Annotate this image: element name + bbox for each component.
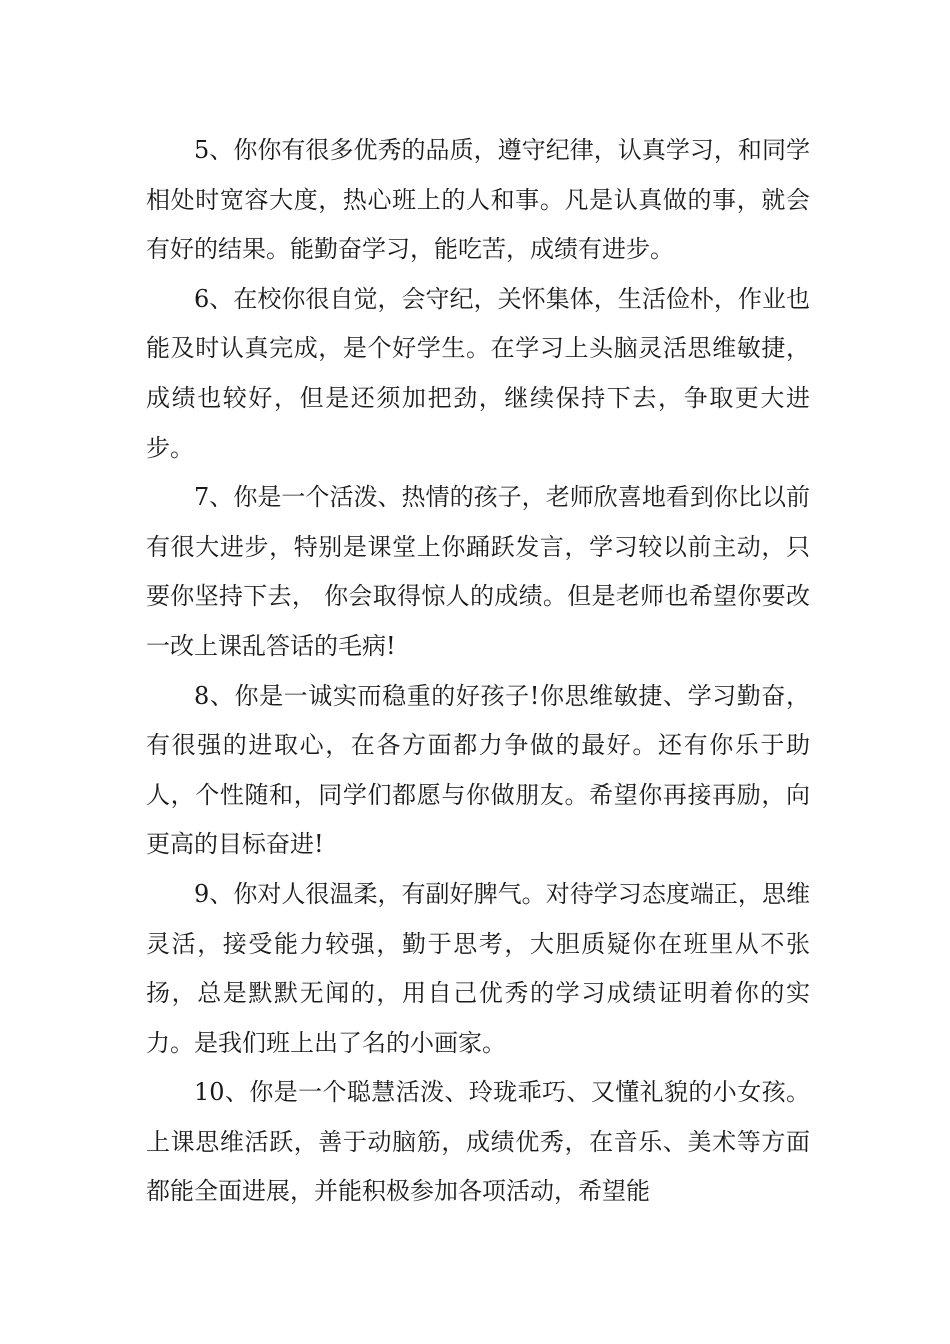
paragraph-9: 9、你对人很温柔，有副好脾气。对待学习态度端正，思维灵活，接受能力较强，勤于思考，大胆质疑你在班里从不张扬，总是默默无闻的，用自己优秀的学习成绩证明着你的实力。是我们班上出了名的小画家。 xyxy=(146,879,810,1057)
paragraph-8: 8、你是一诚实而稳重的好孩子!你思维敏捷、学习勤奋，有很强的进取心，在各方面都力争做的最好。还有你乐于助人，个性随和，同学们都愿与你做朋友。希望你再接再励，向更高的目标奋进! xyxy=(146,681,810,859)
paragraph-6: 6、在校你很自觉，会守纪，关怀集体，生活俭朴，作业也能及时认真完成，是个好学生。在学习上头脑灵活思维敏捷，成绩也较好，但是还须加把劲，继续保持下去，争取更大进步。 xyxy=(146,284,810,462)
document-body xyxy=(146,126,810,1217)
paragraph-5: 5、你你有很多优秀的品质，遵守纪律，认真学习，和同学相处时宽容大度，热心班上的人和事。凡是认真做的事，就会有好的结果。能勤奋学习，能吃苦，成绩有进步。 xyxy=(146,136,810,264)
paragraph-10: 10、你是一个聪慧活泼、玲珑乖巧、又懂礼貌的小女孩。上课思维活跃，善于动脑筋，成绩优秀，在音乐、美术等方面都能全面进展，并能积极参加各项活动，希望能 xyxy=(146,1078,810,1206)
paragraph-7: 7、你是一个活泼、热情的孩子，老师欣喜地看到你比以前有很大进步，特别是课堂上你踊跃发言，学习较以前主动，只要你坚持下去， 你会取得惊人的成绩。但是老师也希望你要改一改上课乱答话的毛病! xyxy=(146,483,810,660)
